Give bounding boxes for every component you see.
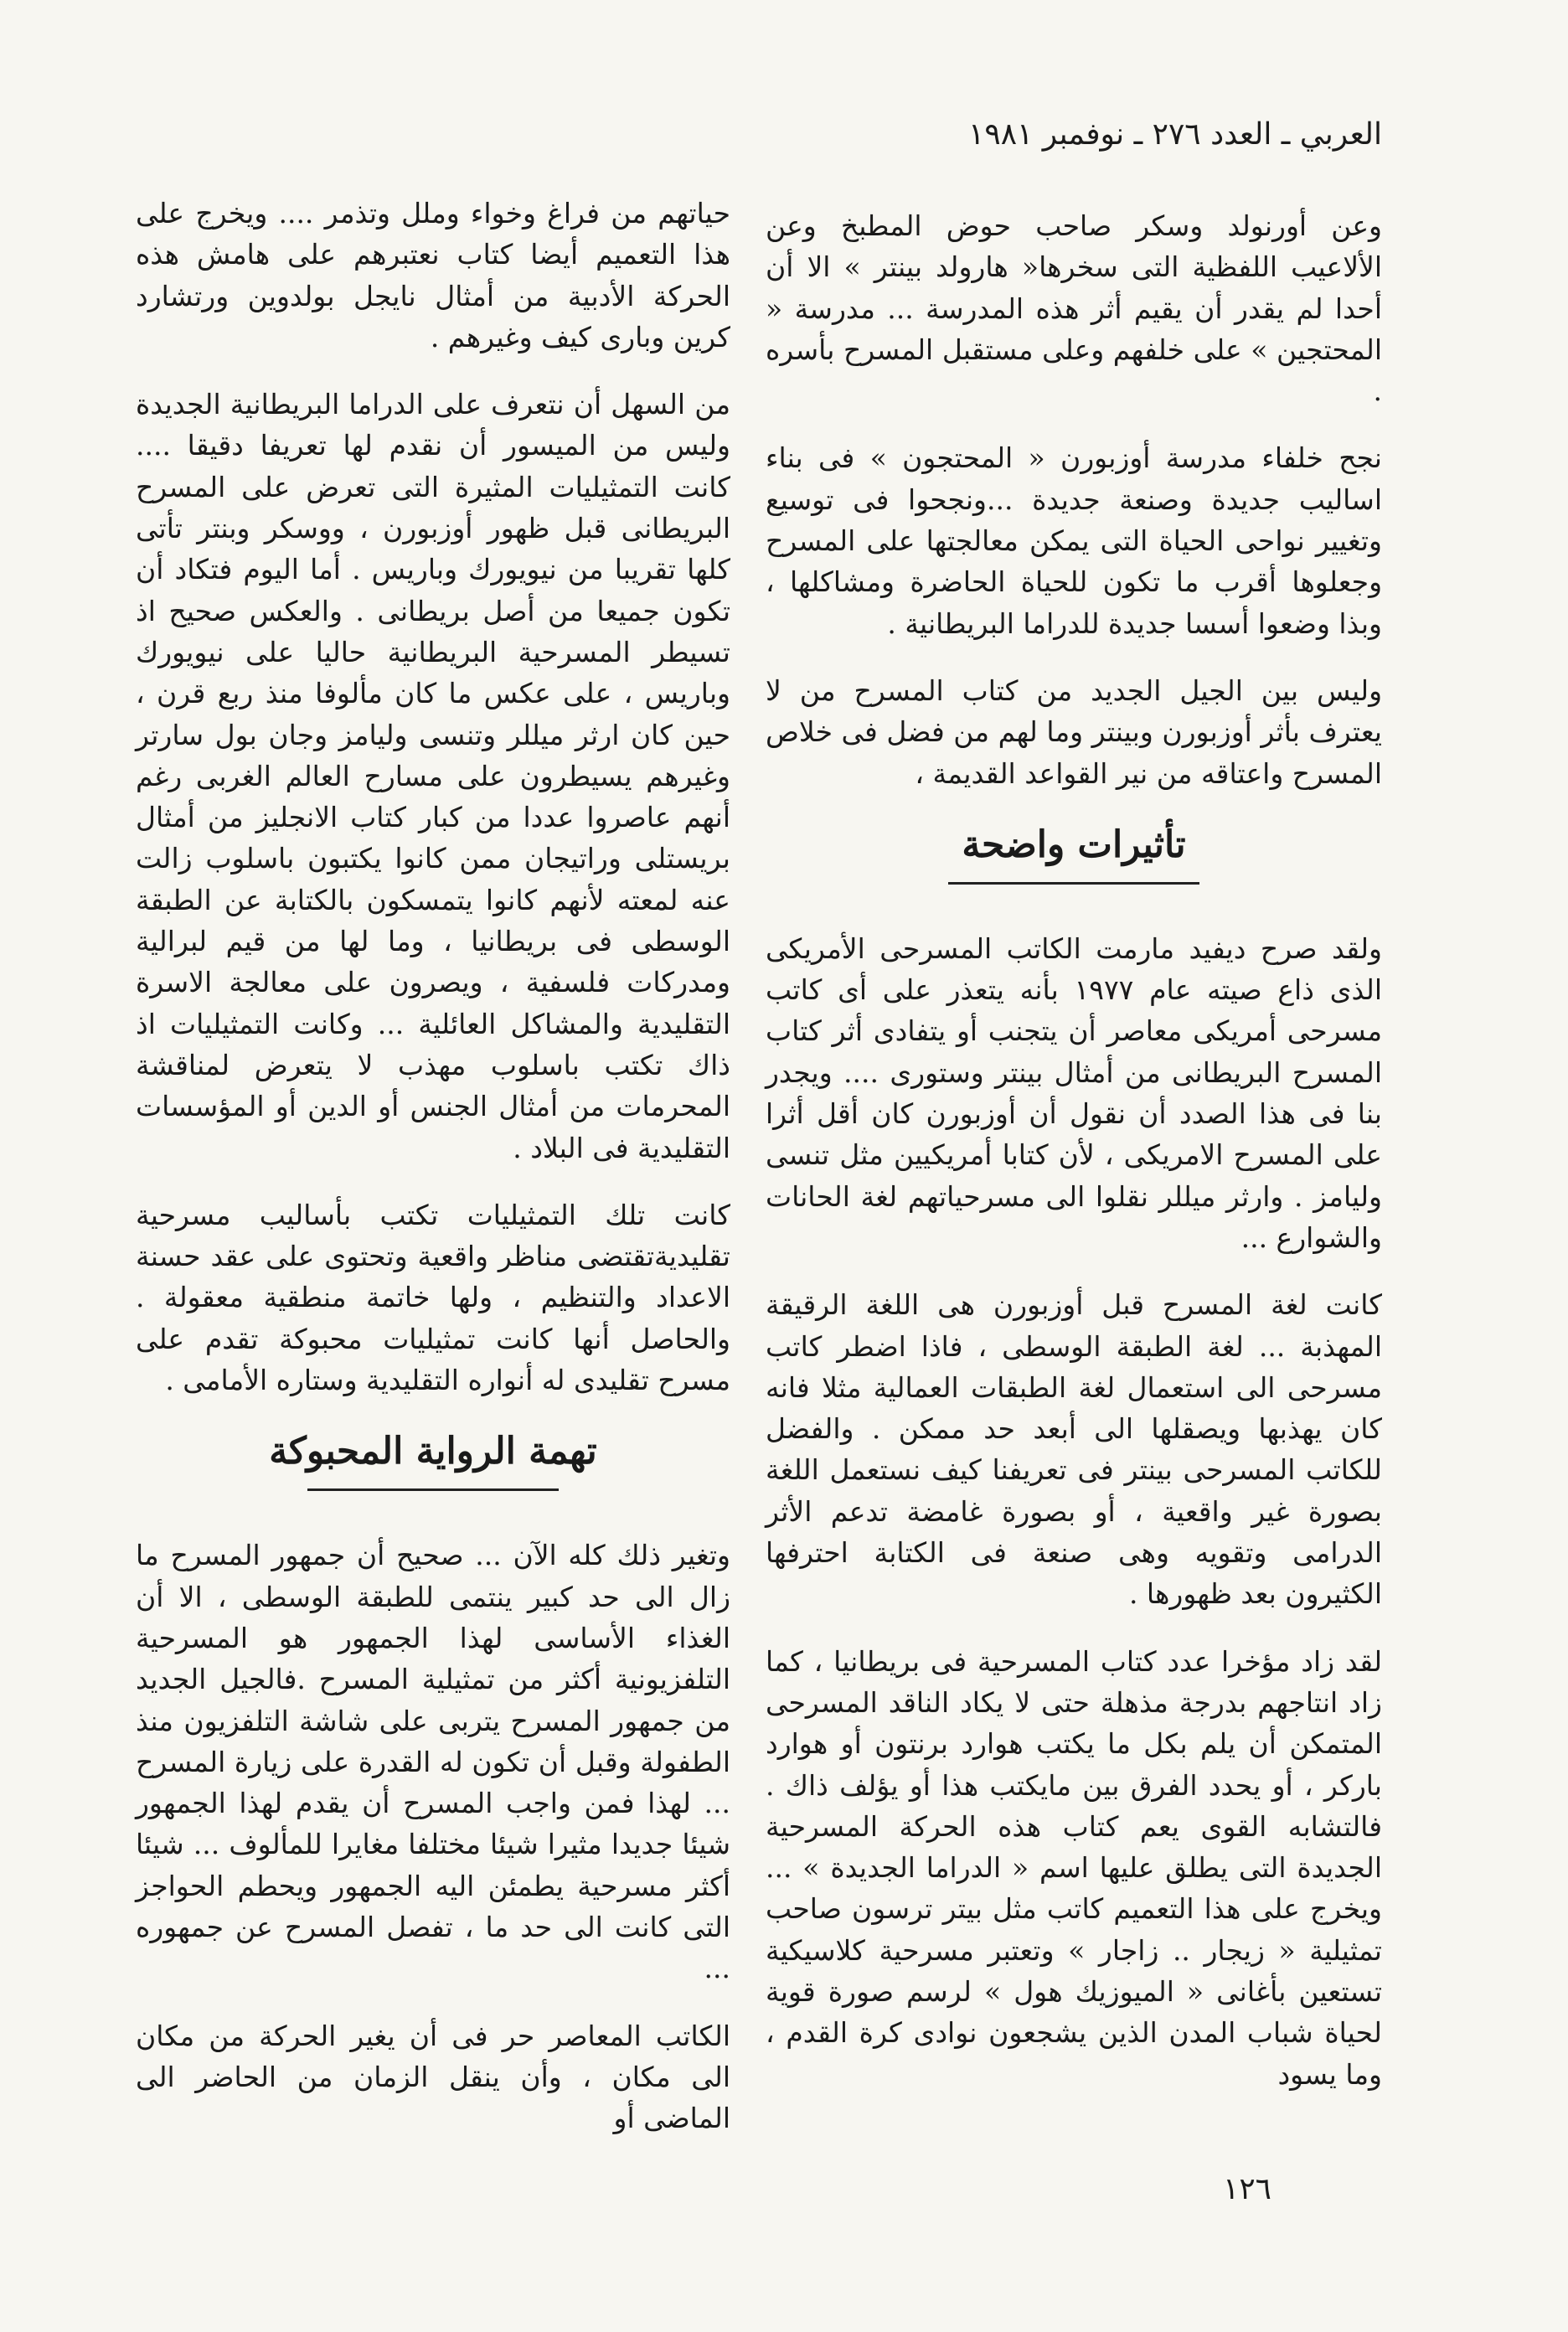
heading-underline xyxy=(948,882,1199,885)
paragraph: وعن أورنولد وسكر صاحب حوض المطبخ وعن الألاعيب اللفظية التى سخرها« هارولد بينتر » الا أن أحدا لم يقدر أن يقيم أثر هذه المدرسة ... مدرسة « المحتجين » على خلفهم وعلى مستقبل المسرح بأسره . xyxy=(766,209,1382,408)
heading-underline xyxy=(307,1488,559,1491)
page-number: ١٢٦ xyxy=(1223,2172,1272,2206)
right-column xyxy=(766,205,1382,2095)
running-header: العربي ـ العدد ٢٧٦ ـ نوفمبر ١٩٨١ xyxy=(968,117,1382,152)
paragraph: ولقد صرح ديفيد مارمت الكاتب المسرحى الأمريكى الذى ذاع صيته عام ١٩٧٧ بأنه يتعذر على أى كاتب مسرحى أمريكى معاصر أن يتجنب أو يتفادى أثر كتاب المسرح البريطانى من أمثال بينتر وستورى .... ويجدر بنا فى هذا الصدد أن نقول أن أوزبورن كان أقل أثرا على المسرح الامريكى ، لأن كتابا أمريكيين مثل تنسى وليامز . وارثر ميللر نقلوا الى مسرحياتهم لغة الحانات والشوارع ... xyxy=(766,931,1383,1254)
paragraph: من السهل أن نتعرف على الدراما البريطانية الجديدة وليس من الميسور أن نقدم لها تعريفا دقيقا .... كانت التمثيليات المثيرة التى تعرض على المسرح البريطانى قبل ظهور أوزبورن ، ووسكر وبنتر تأتى كلها تقريبا من نيويورك وباريس . أما اليوم فتكاد أن تكون جميعا من أصل بريطانى . والعكس صحيح اذ تسيطر المسرحية البريطانية حاليا على نيويورك وباريس ، على عكس ما كان مألوفا منذ ربع قرن ، حين كان ارثر ميللر وتنسى وليامز وجان بول سارتر وغيرهم يسيطرون على مسارح العالم الغربى رغم أنهم عاصروا عددا من كبار كتاب الانجليز من أمثال بريستلى وراتيجان ممن كانوا يكتبون باسلوب زالت عنه لمعته لأنهم كانوا يتمسكون بالكتابة عن الطبقة الوسطى فى بريطانيا ، وما لها من قيم لبرالية ومدركات فلسفية ، ويصرون على معالجة الاسرة التقليدية والمشاكل العائلية ... وكانت التمثيليات اذ ذاك تكتب باسلوب مهذب لا يتعرض لمناقشة المحرمات من أمثال الجنس أو الدين أو المؤسسات التقليدية فى البلاد . xyxy=(136,388,730,1164)
paragraph: كانت تلك التمثيليات تكتب بأساليب مسرحية تقليديةتقتضى مناظر واقعية وتحتوى على عقد حسنة الاعداد والتنظيم ، ولها خاتمة منطقية معقولة . والحاصل أنها كانت تمثيليات محبوكة تقدم على مسرح تقليدى له أنواره التقليدية وستاره الأمامى . xyxy=(136,1198,730,1397)
paragraph: كانت لغة المسرح قبل أوزبورن هى اللغة الرقيقة المهذبة ... لغة الطبقة الوسطى ، فاذا اضطر كاتب مسرحى الى استعمال لغة الطبقات العمالية مثلا فانه كان يهذبها ويصقلها الى أبعد حد ممكن . والفضل للكاتب المسرحى بينتر فى تعريفنا كيف نستعمل اللغة بصورة غير واقعية ، أو بصورة غامضة تدعم الأثر الدرامى وتقويه وهى صنعة فى الكتابة احترفها الكثيرون بعد ظهورها . xyxy=(766,1288,1382,1611)
paragraph: وتغير ذلك كله الآن ... صحيح أن جمهور المسرح ما زال الى حد كبير ينتمى للطبقة الوسطى ، الا أن الغذاء الأساسى لهذا الجمهور هو المسرحية التلفزيونية أكثر من تمثيلية المسرح .فالجيل الجديد من جمهور المسرح يتربى على شاشة التلفزيون منذ الطفولة وقبل أن تكون له القدرة على زيارة المسرح ... لهذا فمن واجب المسرح أن يقدم لهذا الجمهور شيئا جديدا مثيرا شيئا مختلفا مغايرا للمألوف ... شيئا أكثر مسرحية يطمئن اليه الجمهور ويحطم الحواجز التى كانت الى حد ما ، تفصل المسرح عن جمهوره ... xyxy=(136,1539,730,1985)
section-heading: تأثيرات واضحة xyxy=(962,823,1186,866)
paragraph: لقد زاد مؤخرا عدد كتاب المسرحية فى بريطانيا ، كما زاد انتاجهم بدرجة مذهلة حتى لا يكاد الناقد المسرحى المتمكن أن يلم بكل ما يكتب هوارد برنتون أو هوارد باركر ، أو يحدد الفرق بين مايكتب هذا أو يؤلف ذاك . فالتشابه القوى يعم كتاب هذه الحركة المسرحية الجديدة التى يطلق عليها اسم « الدراما الجديدة » ... ويخرج على هذا التعميم كاتب مثل بيتر ترسون صاحب تمثيلية « زيجار .. زاجار » وتعتبر مسرحية كلاسيكية تستعين بأغانى « الميوزيك هول » لرسم صورة قوية لحياة شباب المدن الذين يشجعون نوادى كرة القدم ، وما يسود xyxy=(766,1644,1382,2091)
paragraph: الكاتب المعاصر حر فى أن يغير الحركة من مكان الى مكان ، وأن ينقل الزمان من الحاضر الى الماضى أو xyxy=(136,2019,730,2135)
paragraph: حياتهم من فراغ وخواء وملل وتذمر .... ويخرج على هذا التعميم أيضا كتاب نعتبرهم على هامش هذه الحركة الأدبية من أمثال نايجل بولدوين ورتشارد كرين وبارى كيف وغيرهم . xyxy=(136,197,730,353)
section-heading: تهمة الرواية المحبوكة xyxy=(269,1430,597,1473)
paragraph: نجح خلفاء مدرسة أوزبورن « المحتجون » فى بناء اساليب جديدة وصنعة جديدة ...ونجحوا فى توسيع وتغيير نواحى الحياة التى يمكن معالجتها على المسرح وجعلوها أقرب ما تكون للحياة الحاضرة ومشاكلها ، وبذا وضعوا أسسا جديدة للدراما البريطانية . xyxy=(766,441,1382,640)
paragraph: وليس بين الجيل الجديد من كتاب المسرح من لا يعترف بأثر أوزبورن وبينتر وما لهم من فضل فى خلاص المسرح واعتاقه من نير القواعد القديمة ، xyxy=(766,673,1382,790)
left-column xyxy=(136,193,730,2139)
